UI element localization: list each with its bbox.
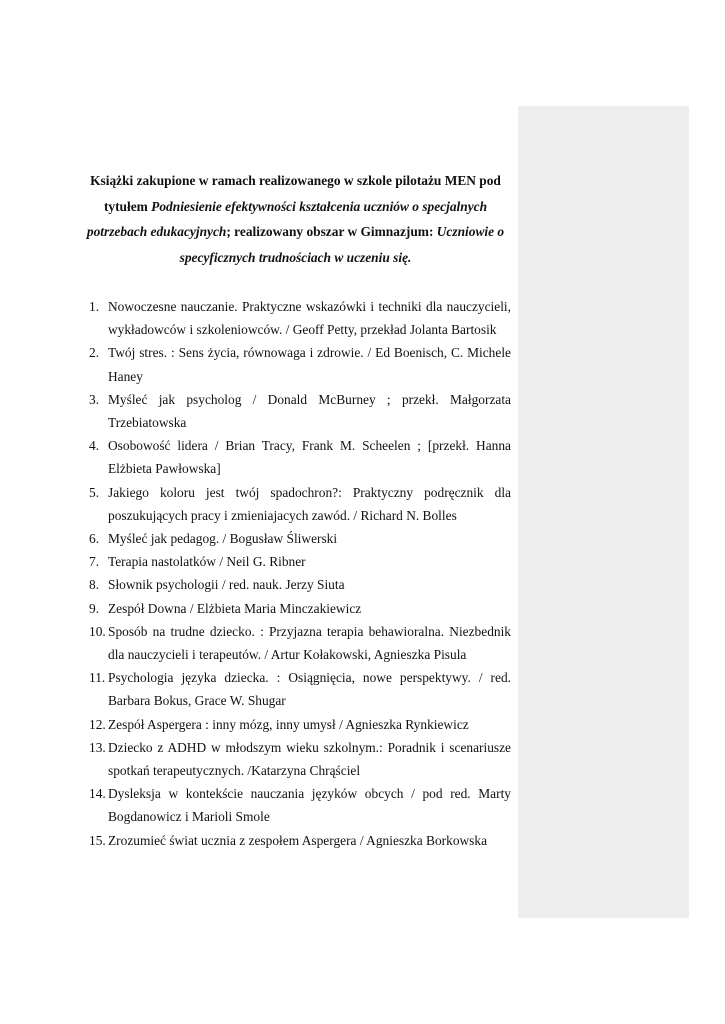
- list-item-number: 4.: [89, 438, 100, 454]
- book-title-author: Zespół Aspergera : inny mózg, inny umysł / Agnieszka Rynkiewicz: [108, 716, 469, 732]
- list-item-number: 13.: [89, 739, 106, 755]
- book-title-author: Myśleć jak pedagog. / Bogusław Śliwerski: [108, 531, 338, 547]
- book-list-item: [80, 829, 511, 852]
- list-item-number: 2.: [89, 345, 100, 361]
- list-item-number: 3.: [89, 391, 100, 407]
- book-list-item: [80, 527, 511, 550]
- book-title-author: Myśleć jak psycholog / Donald McBurney ; przekł. Małgorzata Trzebiatowska: [108, 391, 511, 431]
- book-title-author: Jakiego koloru jest twój spadochron?: Praktyczny podręcznik dla poszukujących pracy i zmieniajacych zawód. / Richard N. Bolles: [108, 484, 511, 523]
- list-item-number: 10.: [89, 623, 106, 639]
- list-item-number: 5.: [89, 484, 100, 500]
- book-list-item: [80, 713, 511, 736]
- book-title-author: Sposób na trudne dziecko. : Przyjazna terapia behawioralna. Niezbednik dla nauczycieli i terapeutów. / Artur Kołakowski, Agnieszka Pisula: [108, 623, 511, 663]
- book-list-item: [80, 434, 511, 480]
- book-title-author: Psychologia języka dziecka. : Osiągnięcia, nowe perspektywy. / red. Barbara Bokus, Grace W. Shugar: [108, 670, 511, 709]
- book-list-item: [80, 550, 511, 573]
- heading-area-title: Uczniowie o specyficznych trudnościach w uczeniu się.: [179, 224, 505, 265]
- list-item-number: 9.: [89, 600, 100, 616]
- book-list-item: [80, 782, 511, 828]
- book-title-author: Twój stres. : Sens życia, równowaga i zdrowie. / Ed Boenisch, C. Michele Haney: [108, 345, 511, 384]
- book-title-author: Nowoczesne nauczanie. Praktyczne wskazówki i techniki dla nauczycieli, wykładowców i szkoleniowców. / Geoff Petty, przekład Jolanta Bartosik: [108, 299, 511, 338]
- book-list-item: [80, 481, 511, 527]
- book-title-author: Zespół Downa / Elżbieta Maria Minczakiewicz: [108, 600, 362, 616]
- book-title-author: Osobowość lidera / Brian Tracy, Frank M. Scheelen ; [przekł. Hanna Elżbieta Pawłowska]: [108, 438, 511, 477]
- book-title-author: Zrozumieć świat ucznia z zespołem Aspergera / Agnieszka Borkowska: [108, 832, 488, 848]
- book-list-item: [80, 295, 511, 341]
- book-title-author: Dysleksja w kontekście nauczania języków obcych / pod red. Marty Bogdanowicz i Marioli Smole: [108, 786, 511, 825]
- book-title-author: Terapia nastolatków / Neil G. Ribner: [108, 554, 306, 570]
- list-item-number: 1.: [89, 299, 100, 314]
- list-item-number: 8.: [89, 577, 100, 593]
- book-list-item: [80, 620, 511, 666]
- document-heading: [80, 168, 511, 270]
- book-list-item: [80, 597, 511, 620]
- book-list: [80, 295, 511, 852]
- book-title-author: Dziecko z ADHD w młodszym wieku szkolnym.: Poradnik i scenariusze spotkań terapeutycznych. /Katarzyna Chrąściel: [108, 739, 511, 779]
- book-list-item: [80, 573, 511, 596]
- book-list-item: [80, 341, 511, 387]
- heading-program-title: Podniesienie efektywności kształcenia uczniów o specjalnych potrzebach edukacyjnych: [86, 198, 488, 239]
- list-item-number: 15.: [89, 832, 106, 848]
- document-page: [80, 168, 511, 852]
- comment-pane: [518, 106, 689, 918]
- list-item-number: 7.: [89, 554, 100, 570]
- heading-part1: Książki zakupione w ramach realizowanego w szkole pilotażu MEN pod tytułem: [90, 173, 501, 214]
- book-list-item: [80, 666, 511, 712]
- heading-part3: ; realizowany obszar w Gimnazjum:: [226, 224, 437, 239]
- list-item-number: 6.: [89, 531, 100, 547]
- book-list-item: [80, 736, 511, 782]
- book-title-author: Słownik psychologii / red. nauk. Jerzy Siuta: [108, 577, 345, 593]
- list-item-number: 14.: [89, 786, 106, 802]
- list-item-number: 11.: [89, 670, 106, 686]
- list-item-number: 12.: [89, 716, 106, 732]
- book-list-item: [80, 388, 511, 434]
